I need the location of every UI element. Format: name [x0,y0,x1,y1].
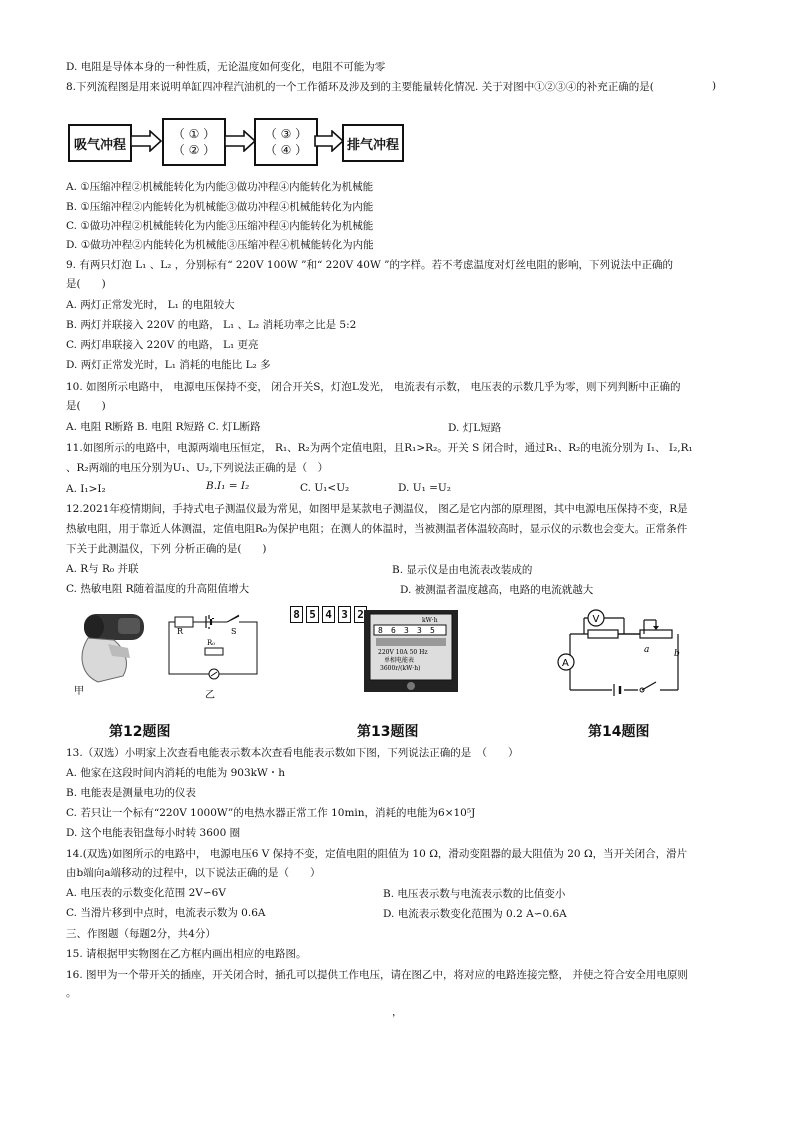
q9-option-d: D. 两灯正常发光时，L₁ 消耗的电能比 L₂ 多 [66,359,271,371]
label-r0: R₀ [207,639,216,647]
question-15: 15. 请根据甲实物图在乙方框内画出相应的电路图。 [66,948,307,960]
q8-option-d: D. ①做功冲程②内能转化为机械能③压缩冲程④机械能转化为内能 [66,239,374,251]
flow-arrow-2 [224,130,256,152]
question-12-stem-2: 热敏电阻，用于靠近人体测温，定值电阻R₀为保护电阻；在测人的体温时，当被测温者体温较高时，显示仪的示数也会变大。正常条件 [66,523,688,535]
meter-digit-previous: 8 [290,606,303,623]
caption-fig-13: 第13题图 [357,724,419,740]
q11-option-a: A. I₁>I₂ [66,483,106,495]
question-11-stem-2: 、R₂两端的电压分别为U₁、U₂,下列说法正确的是（ ） [66,462,329,474]
q12-option-d: D. 被测温者温度越高，电路的电流就越大 [400,584,594,596]
label-yi: 乙 [205,690,215,701]
meter-digit-previous: 3 [338,606,351,623]
meter-reading-previous [290,606,367,623]
q14-option-a: A. 电压表的示数变化范围 2V∽6V [66,887,226,899]
flow-box-intake: 吸气冲程 [68,124,132,162]
flow-arrow-1 [130,130,162,152]
thermometer-circuit [165,612,265,702]
meter-digit-previous: 4 [322,606,335,623]
point-a: a [644,645,650,655]
option-d-prev: D. 电阻是导体本身的一种性质，无论温度如何变化，电阻不可能为零 [66,61,386,73]
question-10-stem-2: 是( ) [66,400,106,412]
q12-option-c: C. 热敏电阻 R随着温度的升高阻值增大 [66,583,250,595]
q12-option-b: B. 显示仪是由电流表改装成的 [392,564,533,576]
question-9-stem-2: 是( ) [66,278,106,290]
point-b: b [674,649,680,659]
question-9-stem: 9. 有两只灯泡 L₁ 、L₂ ，分别标有“ 220V 100W ”和“ 220V 40W ”的字样。若不考虑温度对灯丝电阻的影响，下列说法中正确的 [66,259,673,271]
voltmeter-label: V [592,614,600,625]
meter-unit: kW·h [422,617,438,624]
flow-box-2-b: （ ② ） [172,143,216,157]
section-3-heading: 三、作图题（每题2分，共4分） [66,928,216,940]
flow-box-exhaust: 排气冲程 [342,124,404,162]
question-14-stem-2: 由b端向a端移动的过程中，以下说法正确的是（ ） [66,867,321,879]
question-8-paren: ) [712,80,717,92]
label-jia: 甲 [74,686,84,696]
label-s: S [231,627,237,636]
q11-option-d: D. U₁ =U₂ [398,482,451,494]
flow-box-2 [162,118,226,166]
electricity-meter [362,608,460,694]
meter-digit-current: 8 [378,626,383,635]
caption-fig-12: 第12题图 [109,724,171,740]
meter-digit-current: 5 [430,626,435,635]
q11-option-c: C. U₁<U₂ [300,482,350,494]
q14-option-d: D. 电流表示数变化范围为 0.2 A∽0.6A [383,908,567,920]
meter-digit-previous: 2 [354,606,367,623]
flow-arrow-3 [314,130,344,152]
question-12-stem: 12.2021年疫情期间，手持式电子测温仪最为常见，如图甲是某款电子测温仪， 图乙是它内部的原理图，其中电源电压保持不变，R是 [66,503,688,515]
caption-fig-14: 第14题图 [588,724,650,740]
q12-option-a: A. R与 R₀ 并联 [66,563,139,575]
q10-options-abc: A. 电阻 R断路 B. 电阻 R短路 C. 灯L断路 [66,421,261,433]
q13-option-c: C. 若只让一个标有“220V 1000W”的电热水器正常工作 10min，消耗的电能为6×10⁵J [66,807,476,819]
meter-digit-current: 3 [404,626,409,635]
q8-option-c: C. ①做功冲程②机械能转化为内能③压缩冲程④内能转化为机械能 [66,220,374,232]
label-r: R [177,627,184,636]
page-mark: ， [392,1006,403,1018]
question-12-stem-3: 下关于此测温仪，下列 分析正确的是( ) [66,543,267,555]
q13-option-b: B. 电能表是测量电功的仪表 [66,787,196,799]
q13-option-d: D. 这个电能表铝盘每小时转 3600 圈 [66,827,241,839]
question-13-stem: 13.（双选）小明家上次查看电能表示数本次查看电能表示数如下图，下列说法正确的是 （ ） [66,747,519,759]
question-16-end: 。 [66,987,77,999]
q13-option-a: A. 他家在这段时间内消耗的电能为 903kW・h [66,767,286,779]
q9-option-c: C. 两灯串联接入 220V 的电路， L₁ 更亮 [66,339,259,351]
question-16: 16. 图甲为一个带开关的插座，开关闭合时，插孔可以提供工作电压，请在图乙中，将对应的电路连接完整， 并使之符合安全用电原则 [66,969,688,981]
question-14-stem: 14.(双选)如图所示的电路中， 电源电压6 V 保持不变，定值电阻的阻值为 10 Ω，滑动变阻器的最大阻值为 20 Ω，当开关闭合，滑片 [66,848,688,860]
q10-option-d: D. 灯L短路 [448,422,502,434]
q14-option-b: B. 电压表示数与电流表示数的比值变小 [383,888,566,900]
thermometer-photo [68,604,158,696]
meter-digit-current: 3 [417,626,422,635]
q11-option-b: B.I₁ = I₂ [206,480,250,492]
flow-box-3 [254,118,318,166]
flow-box-2-a: （ ① ） [172,127,216,141]
question-11-stem: 11.如图所示的电路中，电源两端电压恒定， R₁、R₂为两个定值电阻，且R₁>R₂。开关 S 闭合时，通过R₁、R₂的电流分别为 I₁、 I₂,R₁ [66,442,693,454]
meter-digit-current: 6 [391,626,396,635]
q9-option-a: A. 两灯正常发光时， L₁ 的电阻较大 [66,299,235,311]
meter-spec-1: 220V 10A 50 Hz [378,649,428,656]
circuit-14 [552,604,692,700]
question-8-stem: 8.下列流程图是用来说明单缸四冲程汽油机的一个工作循环及涉及到的主要能量转化情况. 关于对图中①②③④的补充正确的是( [66,81,654,93]
q8-option-a: A. ①压缩冲程②机械能转化为内能③做功冲程④内能转化为机械能 [66,181,374,193]
q14-option-c: C. 当滑片移到中点时，电流表示数为 0.6A [66,907,266,919]
meter-spec-2: 单相电能表 [384,657,415,664]
meter-digit-previous: 5 [306,606,319,623]
q9-option-b: B. 两灯并联接入 220V 的电路， L₁ 、L₂ 消耗功率之比是 5:2 [66,319,357,331]
question-10-stem: 10. 如图所示电路中， 电源电压保持不变， 闭合开关S，灯泡L发光， 电流表有示数， 电压表的示数几乎为零，则下列判断中正确的 [66,381,681,393]
q8-option-b: B. ①压缩冲程②内能转化为机械能③做功冲程④机械能转化为内能 [66,201,374,213]
ammeter-label: A [562,658,569,669]
flow-box-3-b: （ ④ ） [264,143,308,157]
meter-spec-3: 3600r/(kW·h) [380,665,421,672]
flow-box-3-a: （ ③ ） [264,127,308,141]
